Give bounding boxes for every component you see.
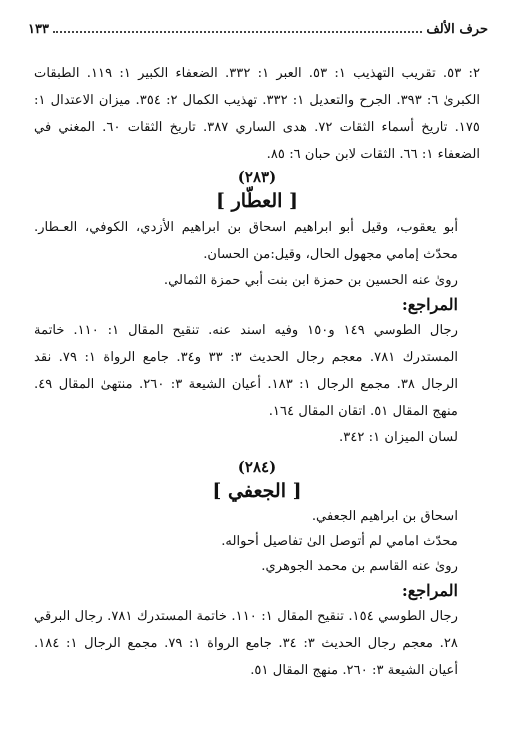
previous-entry-references bbox=[34, 60, 480, 168]
leader-dots bbox=[53, 31, 422, 33]
entry-title: [ العطّار ] bbox=[216, 190, 298, 212]
entry-narration: روىٰ عنه الحسين بن حمزة ابن بنت أبي حمزة الثمالي. bbox=[163, 273, 458, 288]
entry-number: (٢٨٣) bbox=[237, 168, 277, 186]
running-header bbox=[28, 22, 488, 44]
entry-biography: محدّث امامي لم أتوصل الىٰ تفاصيل أحواله. bbox=[221, 534, 458, 549]
references-heading: المراجع: bbox=[401, 295, 458, 314]
references-last-line: لسان الميزان ١: ٣٤٢. bbox=[339, 430, 458, 445]
references-paragraph: رجال الطوسي ١٥٤. تنقيح المقال ١: ١١٠. خاتمة المستدرك ٧٨١. رجال البرقي ٢٨. معجم رجال الحديث ٣: ٣٤. جامع الرواة ١: ٧٩. مجمع الرجال ١: ١٨٤. أعيان الشيعة ٣: ٢٦٠. منهج المقال ٥١. bbox=[34, 609, 459, 678]
references-heading: المراجع: bbox=[401, 581, 458, 600]
entry-number: (٢٨٤) bbox=[237, 458, 277, 476]
entry-narration: روىٰ عنه القاسم بن محمد الجوهري. bbox=[261, 559, 458, 574]
entry-name-line: اسحاق بن ابراهيم الجعفي. bbox=[311, 509, 458, 524]
references-paragraph: ٢: ٥٣. تقريب التهذيب ١: ٥٣. العبر ١: ٣٣٢. الضعفاء الكبير ١: ١١٩. الطبقات الكبرىٰ ٦: ٣٩٣. الجرح والتعديل ١: ٣٣٢. تهذيب الكمال ٢: ٣٥٤. ميزان الاعتدال ١: ١٧٥. تاريخ أسماء الثقات ٧٢. هدى الساري ٣٨٧. تاريخ الثقات ٦٠. المغني في الضعفاء ١: ٦٦. الثقات لابن حبان ٦: ٨٥. bbox=[34, 66, 481, 162]
entry-283 bbox=[34, 166, 480, 450]
references-paragraph: رجال الطوسي ١٤٩ و١٥٠ وفيه اسند عنه. تنقيح المقال ١: ١١٠. خاتمة المستدرك ٧٨١. معجم رجال الحديث ٣: ٣٣ و٣٤. جامع الرواة ١: ٧٩. نقد الرجال ٣٨. مجمع الرجال ١: ١٨٣. أعيان الشيعة ٣: ٢٦٠. منتهىٰ المقال ٤٩. منهج المقال ٥١. اتقان المقال ١٦٤. bbox=[34, 323, 459, 419]
entry-title: [ الجعفي ] bbox=[212, 480, 302, 502]
chapter-title: حرف الألف bbox=[426, 22, 488, 37]
page-number: ١٣٣ bbox=[28, 22, 49, 37]
entry-284 bbox=[34, 456, 480, 684]
entry-biography: أبو يعقوب، وقيل أبو ابراهيم اسحاق بن ابراهيم الأزدي، الكوفي، العـطار. محدّث إمامي مجهول الحال، وقيل:من الحسان. bbox=[34, 220, 458, 262]
